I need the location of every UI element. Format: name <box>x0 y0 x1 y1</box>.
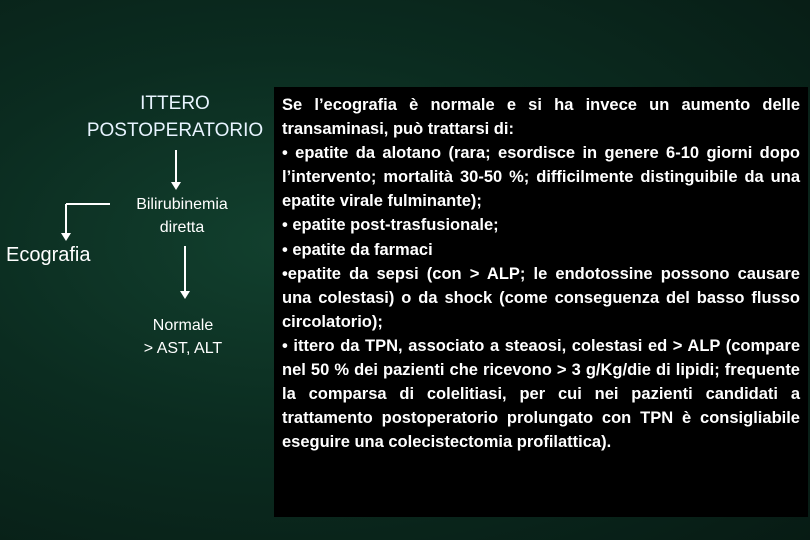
intro-rest: e si ha invece un aumento delle transaminasi, può trattarsi di: <box>282 96 800 139</box>
title-line-2: POSTOPERATORIO <box>86 120 264 141</box>
arrowhead-ecografia <box>61 233 71 241</box>
bullet-post-trasfusionale: • epatite post-trasfusionale; <box>282 216 499 235</box>
title-line-1: ITTERO <box>140 93 210 114</box>
explanation-panel <box>274 87 808 517</box>
normale-line-2: > AST, ALT <box>143 340 223 357</box>
bilirubin-line-2: diretta <box>159 219 205 236</box>
bullet-alotano: • epatite da alotano (rara; esordisce in genere 6-10 giorni dopo l’intervento; mortalità 30-50 %; difficilmente distinguibile da una epatite virale fulminante); <box>282 144 800 211</box>
intro-highlight: Se l’ecografia è normale <box>282 96 495 114</box>
normale-node <box>108 314 258 360</box>
bilirubin-node <box>112 193 252 239</box>
arrowhead-normale <box>180 291 190 299</box>
bilirubin-line-1: Bilirubinemia <box>136 196 228 213</box>
arrowhead-bilirubin <box>171 182 181 190</box>
normale-line-1: Normale <box>152 317 214 334</box>
ecografia-node: Ecografia <box>6 244 91 266</box>
bullet-tpn: • ittero da TPN, associato a steaosi, colestasi ed > ALP (compare nel 50 % dei pazienti che ricevono > 3 g/Kg/die di lipidi; frequente la comparsa di colelitiasi, per cui nei pazienti candidati a trattamento postoperatorio prolungato con TPN è consigliabile eseguire una colecistectomia profilattica). <box>282 336 800 452</box>
intro-paragraph <box>282 93 800 141</box>
bullet-farmaci: • epatite da farmaci <box>282 240 433 259</box>
diagram-connectors <box>0 0 270 540</box>
bullet-sepsi: •epatite da sepsi (con > ALP; le endotossine possono causare una colestasi) o da shock (come conseguenza del basso flusso circolatorio); <box>282 264 800 331</box>
